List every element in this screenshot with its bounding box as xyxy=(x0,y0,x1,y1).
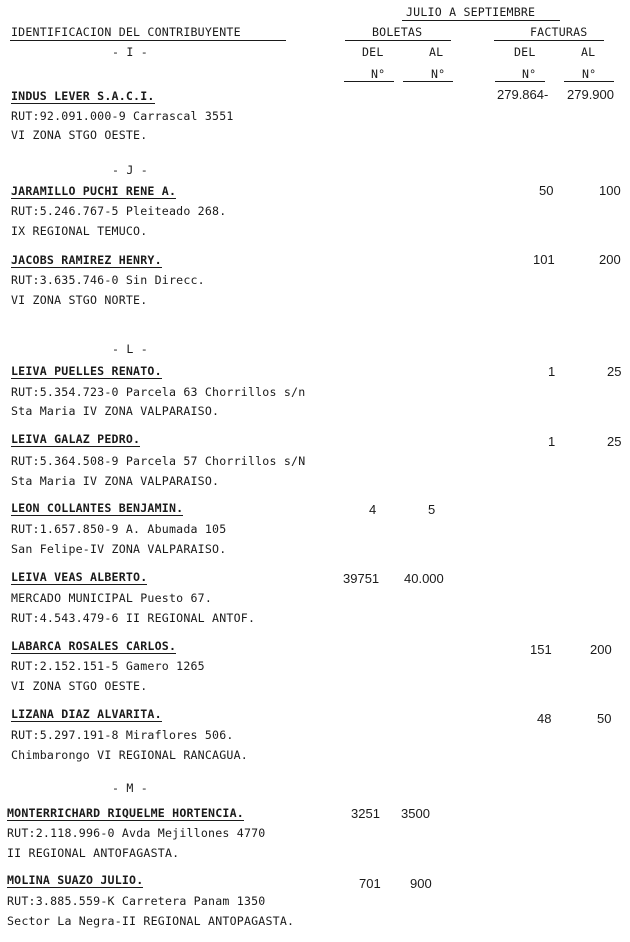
contributor-zone: Sta Maria IV ZONA VALPARAISO. xyxy=(11,404,220,418)
facturas-al-value: 25 xyxy=(607,434,622,449)
contributor-zone: IX REGIONAL TEMUCO. xyxy=(11,224,148,238)
section-letter-i: - I - xyxy=(112,45,148,59)
contributor-name: MONTERRICHARD RIQUELME HORTENCIA. xyxy=(7,806,244,820)
contributor-zone: Sector La Negra-II REGIONAL ANTOPAGASTA. xyxy=(7,914,295,928)
contributor-name: LEIVA PUELLES RENATO. xyxy=(11,364,162,378)
boletas-al-value: 5 xyxy=(428,502,436,517)
facturas-del-value: 151 xyxy=(530,642,552,657)
contributor-rut-address: MERCADO MUNICIPAL Puesto 67. xyxy=(11,591,213,605)
boletas-header: BOLETAS xyxy=(372,25,423,39)
header-title: IDENTIFICACION DEL CONTRIBUYENTE xyxy=(11,25,241,39)
facturas-del-value: 101 xyxy=(533,252,555,267)
contributor-rut-address: RUT:5.246.767-5 Pleiteado 268. xyxy=(11,204,227,218)
facturas-del-value: 279.864- xyxy=(497,87,549,102)
facturas-al-nro: N° xyxy=(582,67,597,81)
contributor-zone: VI ZONA STGO OESTE. xyxy=(11,128,148,142)
boletas-al-value: 40.000 xyxy=(404,571,444,586)
contributor-zone: Sta Maria IV ZONA VALPARAISO. xyxy=(11,474,220,488)
period-label: JULIO A SEPTIEMBRE xyxy=(406,5,536,19)
facturas-del-nro: N° xyxy=(522,67,537,81)
col-underline xyxy=(564,81,614,82)
boletas-al-nro: N° xyxy=(431,67,446,81)
contributor-name: LEON COLLANTES BENJAMIN. xyxy=(11,501,184,515)
contributor-zone: VI ZONA STGO NORTE. xyxy=(11,293,148,307)
col-underline xyxy=(495,81,545,82)
col-underline xyxy=(403,81,453,82)
facturas-al-value: 100 xyxy=(599,183,621,198)
contributor-rut-address: RUT:5.354.723-0 Parcela 63 Chorrillos s/n xyxy=(11,385,306,399)
boletas-al-value: 3500 xyxy=(401,806,430,821)
contributor-name: LEIVA GALAZ PEDRO. xyxy=(11,432,141,446)
facturas-al-header: AL xyxy=(581,45,596,59)
section-letter-l: - L - xyxy=(112,342,148,356)
period-underline xyxy=(402,20,560,21)
contributor-rut-address: RUT:3.885.559-K Carretera Panam 1350 xyxy=(7,894,266,908)
boletas-del-nro: N° xyxy=(371,67,386,81)
contributor-rut-address: RUT:5.364.508-9 Parcela 57 Chorrillos s/N xyxy=(11,454,306,468)
facturas-al-value: 279.900 xyxy=(567,87,614,102)
contributor-name: JARAMILLO PUCHI RENE A. xyxy=(11,184,177,198)
contributor-name: LEIVA VEAS ALBERTO. xyxy=(11,570,148,584)
facturas-al-value: 25 xyxy=(607,364,622,379)
boletas-underline xyxy=(345,40,451,41)
boletas-del-value: 4 xyxy=(369,502,377,517)
contributor-rut-address: RUT:5.297.191-8 Miraflores 506. xyxy=(11,728,234,742)
contributor-zone: San Felipe-IV ZONA VALPARAISO. xyxy=(11,542,227,556)
contributor-name: LABARCA ROSALES CARLOS. xyxy=(11,639,177,653)
facturas-del-value: 50 xyxy=(539,183,554,198)
facturas-del-value: 48 xyxy=(537,711,552,726)
contributor-name: INDUS LEVER S.A.C.I. xyxy=(11,89,155,103)
boletas-del-value: 701 xyxy=(359,876,381,891)
boletas-del-value: 3251 xyxy=(351,806,380,821)
header-title-underline xyxy=(10,40,286,41)
contributor-name: JACOBS RAMIREZ HENRY. xyxy=(11,253,162,267)
facturas-del-value: 1 xyxy=(548,434,556,449)
boletas-al-header: AL xyxy=(429,45,444,59)
facturas-header: FACTURAS xyxy=(530,25,588,39)
contributor-name: LIZANA DIAZ ALVARITA. xyxy=(11,707,162,721)
contributor-zone: RUT:4.543.479-6 II REGIONAL ANTOF. xyxy=(11,611,256,625)
boletas-al-value: 900 xyxy=(410,876,432,891)
section-letter-m: - M - xyxy=(112,781,148,795)
facturas-al-value: 200 xyxy=(590,642,612,657)
contributor-rut-address: RUT:2.152.151-5 Gamero 1265 xyxy=(11,659,205,673)
contributor-zone: II REGIONAL ANTOFAGASTA. xyxy=(7,846,180,860)
contributor-name: MOLINA SUAZO JULIO. xyxy=(7,873,144,887)
section-letter-j: - J - xyxy=(112,163,148,177)
facturas-del-value: 1 xyxy=(548,364,556,379)
facturas-al-value: 50 xyxy=(597,711,612,726)
contributor-rut-address: RUT:3.635.746-0 Sin Direcc. xyxy=(11,273,205,287)
contributor-zone: Chimbarongo VI REGIONAL RANCAGUA. xyxy=(11,748,248,762)
boletas-del-header: DEL xyxy=(362,45,384,59)
facturas-underline xyxy=(494,40,604,41)
facturas-del-header: DEL xyxy=(514,45,536,59)
contributor-rut-address: RUT:92.091.000-9 Carrascal 3551 xyxy=(11,109,234,123)
facturas-al-value: 200 xyxy=(599,252,621,267)
col-underline xyxy=(344,81,394,82)
contributor-zone: VI ZONA STGO OESTE. xyxy=(11,679,148,693)
contributor-rut-address: RUT:2.118.996-0 Avda Mejillones 4770 xyxy=(7,826,266,840)
contributor-rut-address: RUT:1.657.850-9 A. Abumada 105 xyxy=(11,522,227,536)
boletas-del-value: 39751 xyxy=(343,571,380,586)
